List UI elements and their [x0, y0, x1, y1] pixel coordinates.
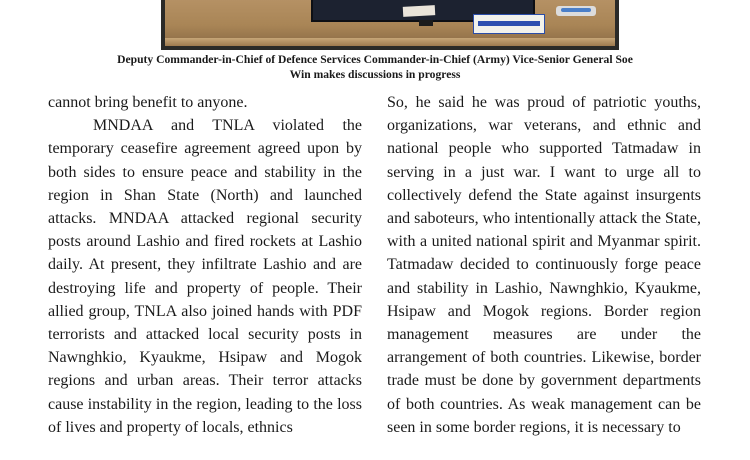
nameplate — [473, 14, 545, 34]
left-column — [48, 91, 362, 439]
cup-lid — [561, 8, 591, 12]
caption-line-2: Win makes discussions in progress — [289, 68, 461, 81]
meeting-photo — [161, 0, 619, 50]
caption-line-1: Deputy Commander-in-Chief of Defence Services Commander-in-Chief (Army) Vice-Senior General Soe — [117, 53, 633, 66]
photo-caption — [40, 52, 710, 82]
monitor-stand — [419, 20, 433, 26]
left-paragraph-1: cannot bring benefit to anyone. — [48, 94, 248, 111]
right-paragraph-1: So, he said he was proud of patriotic youths, organizations, war veterans, and ethnic and national people who supported Tatmadaw in serving in a just war. I want to urge all to collectively defend the State against insurgents and saboteurs, who intentionally attack the State, with a united national spirit and Myanmar spirit. Tatmadaw decided to continuously forge peace and stability in Lashio, Nawnghkio, Kyaukme, Hsipaw and Mogok regions. Border region management measures are under the arrangement of both countries. Likewise, border trade must be done by government departments of both countries. As weak management can be seen in some border regions, it is necessary to — [387, 94, 701, 436]
table-edge — [165, 38, 615, 46]
left-paragraph-2: MNDAA and TNLA violated the temporary ceasefire agreement agreed upon by both sides to ensure peace and stability in the region in Shan State (North) and launched attacks. MNDAA attacked regional security posts around Lashio and fired rockets at Lashio daily. At present, they infiltrate Lashio and are destroying life and property of people. Their allied group, TNLA also joined hands with PDF terrorists and attacked local security posts in Nawnghkio, Kyaukme, Hsipaw and Mogok regions and urban areas. Their terror attacks cause instability in the region, leading to the loss of lives and property of locals, ethnics — [48, 117, 362, 436]
right-column — [387, 91, 701, 439]
document-paper — [403, 5, 435, 17]
nameplate-lettering — [478, 21, 540, 26]
